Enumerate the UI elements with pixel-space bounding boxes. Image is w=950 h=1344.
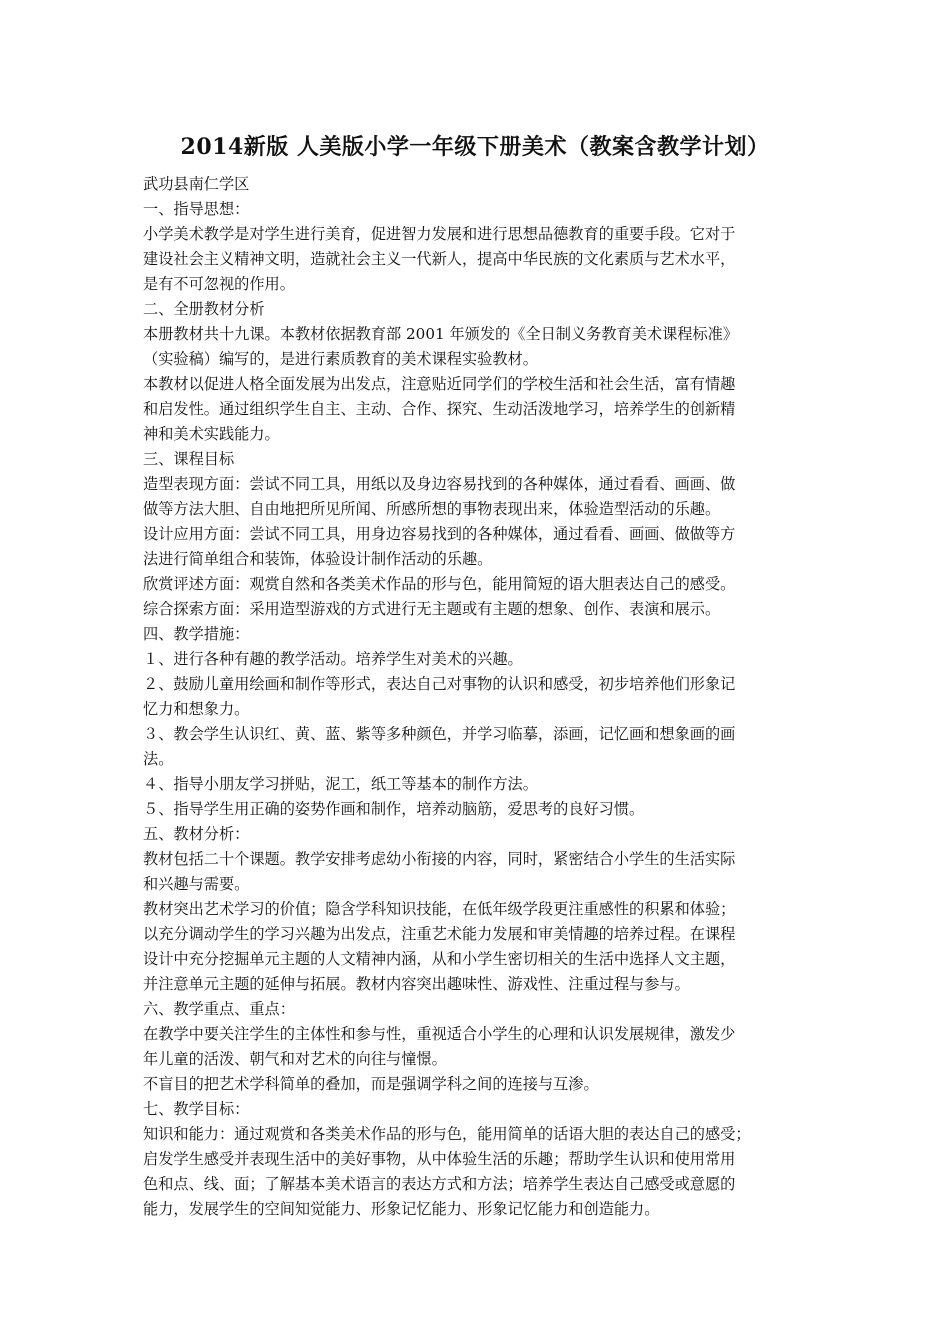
- document-title: 2014新版 人美版小学一年级下册美术（教案含教学计划）: [180, 134, 770, 160]
- body-line: 小学美术教学是对学生进行美育，促进智力发展和进行思想品德教育的重要手段。它对于: [143, 225, 736, 243]
- body-line: 知识和能力：通过观赏和各类美术作品的形与色，能用简单的话语大胆的表达自己的感受；: [143, 1125, 751, 1143]
- body-line: 本教材以促进人格全面发展为出发点，注意贴近同学们的学校生活和社会生活，富有情趣: [143, 375, 736, 393]
- list-item: ３、教会学生认识红、黄、蓝、紫等多种颜色，并学习临摹，添画，记忆画和想象画的画: [143, 725, 736, 743]
- body-line: 设计中充分挖掘单元主题的人文精神内涵，从和小学生密切相关的生活中选择人文主题，: [143, 950, 736, 968]
- body-line: 和启发性。通过组织学生自主、主动、合作、探究、生动活泼地学习，培养学生的创新精: [143, 400, 736, 418]
- section-heading: 二、全册教材分析: [143, 300, 265, 318]
- body-line: 启发学生感受并表现生活中的美好事物，从中体验生活的乐趣；帮助学生认识和使用常用: [143, 1150, 736, 1168]
- list-item: ４、指导小朋友学习拼贴，泥工，纸工等基本的制作方法。: [143, 775, 538, 793]
- body-line: 教材包括二十个课题。教学安排考虑幼小衔接的内容，同时，紧密结合小学生的生活实际: [143, 850, 736, 868]
- section-heading: 七、教学目标：: [143, 1100, 250, 1118]
- body-line: 欣赏评述方面：观赏自然和各类美术作品的形与色，能用简短的语大胆表达自己的感受。: [143, 575, 736, 593]
- body-line: 法进行简单组合和装饰，体验设计制作活动的乐趣。: [143, 550, 493, 568]
- body-line: 和兴趣与需要。: [143, 875, 250, 893]
- list-item: ２、鼓励儿童用绘画和制作等形式，表达自己对事物的认识和感受，初步培养他们形象记: [143, 675, 736, 693]
- body-line: 武功县南仁学区: [143, 175, 250, 193]
- body-line: （实验稿）编写的，是进行素质教育的美术课程实验教材。: [143, 350, 538, 368]
- body-line: 教材突出艺术学习的价值；隐含学科知识技能，在低年级学段更注重感性的积累和体验；: [143, 900, 736, 918]
- body-line: 做等方法大胆、自由地把所见所闻、所感所想的事物表现出来，体验造型活动的乐趣。: [143, 500, 721, 518]
- body-line: 造型表现方面：尝试不同工具，用纸以及身边容易找到的各种媒体，通过看看、画画、做: [143, 475, 736, 493]
- list-item: ５、指导学生用正确的姿势作画和制作，培养动脑筋，爱思考的良好习惯。: [143, 800, 645, 818]
- section-heading: 一、指导思想：: [143, 200, 250, 218]
- body-line: 色和点、线、面；了解基本美术语言的表达方式和方法；培养学生表达自己感受或意愿的: [143, 1175, 736, 1193]
- body-line: 神和美术实践能力。: [143, 425, 280, 443]
- body-line: 年儿童的活泼、朝气和对艺术的向往与憧憬。: [143, 1050, 447, 1068]
- body-line: 以充分调动学生的学习兴趣为出发点，注重艺术能力发展和审美情趣的培养过程。在课程: [143, 925, 736, 943]
- document-body: [143, 172, 813, 1222]
- body-line: 设计应用方面：尝试不同工具，用身边容易找到的各种媒体，通过看看、画画、做做等方: [143, 525, 736, 543]
- body-line: 并注意单元主题的延伸与拓展。教材内容突出趣味性、游戏性、注重过程与参与。: [143, 975, 690, 993]
- section-heading: 六、教学重点、重点：: [143, 1000, 295, 1018]
- list-item: １、进行各种有趣的教学活动。培养学生对美术的兴趣。: [143, 650, 523, 668]
- body-line: 不盲目的把艺术学科简单的叠加，而是强调学科之间的连接与互渗。: [143, 1075, 599, 1093]
- body-line: 法。: [143, 750, 174, 768]
- body-line: 在教学中要关注学生的主体性和参与性，重视适合小学生的心理和认识发展规律，激发少: [143, 1025, 736, 1043]
- body-line: 建设社会主义精神文明，造就社会主义一代新人，提高中华民族的文化素质与艺术水平，: [143, 250, 736, 268]
- section-heading: 三、课程目标: [143, 450, 235, 468]
- section-heading: 五、教材分析：: [143, 825, 250, 843]
- body-line: 忆力和想象力。: [143, 700, 250, 718]
- section-heading: 四、教学措施：: [143, 625, 250, 643]
- body-line: 是有不可忽视的作用。: [143, 275, 295, 293]
- body-line: 综合探索方面：采用造型游戏的方式进行无主题或有主题的想象、创作、表演和展示。: [143, 600, 721, 618]
- body-line: 能力，发展学生的空间知觉能力、形象记忆能力、形象记忆能力和创造能力。: [143, 1200, 660, 1218]
- body-line: 本册教材共十九课。本教材依据教育部 2001 年颁发的《全日制义务教育美术课程标准》: [143, 325, 739, 343]
